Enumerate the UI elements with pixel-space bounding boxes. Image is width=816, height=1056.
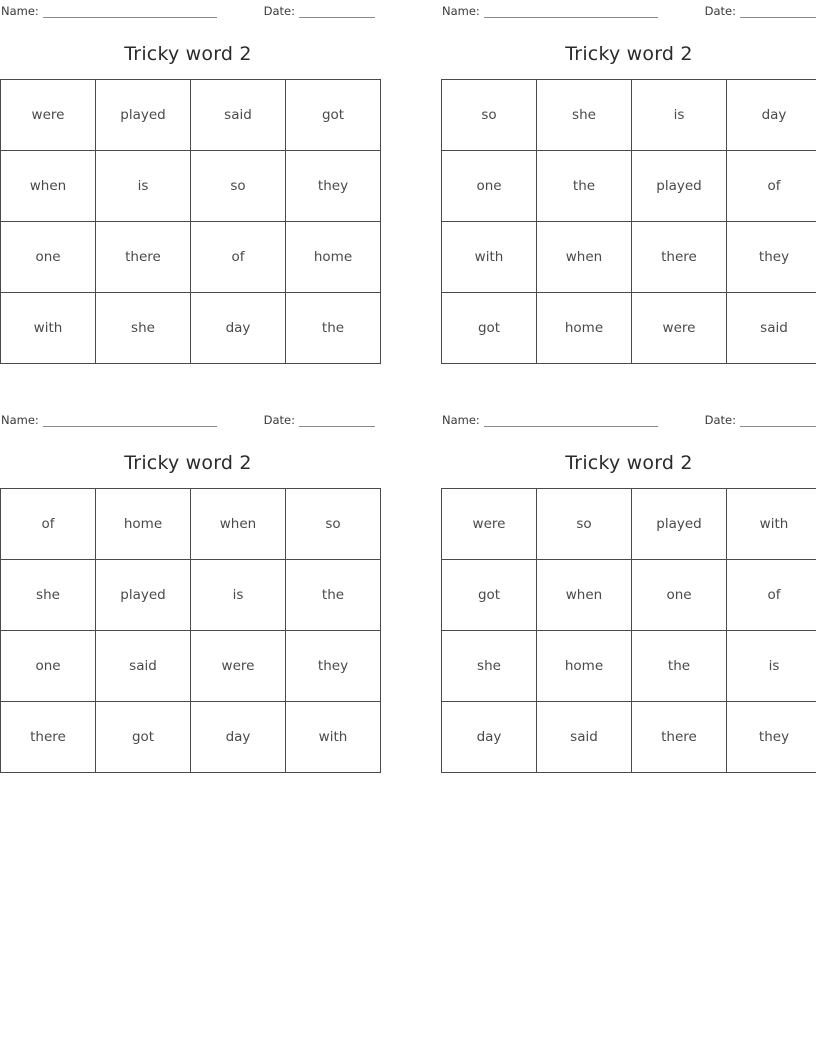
table-row	[442, 560, 816, 631]
bingo-cell[interactable]: said	[727, 293, 816, 364]
date-input-line[interactable]	[299, 415, 375, 427]
bingo-cell[interactable]: she	[96, 293, 191, 364]
table-row	[1, 293, 381, 364]
bingo-grid	[0, 79, 381, 364]
bingo-cell[interactable]: got	[442, 560, 537, 631]
bingo-cell[interactable]: is	[727, 631, 816, 702]
date-field-group	[264, 4, 375, 18]
name-input-line[interactable]	[43, 6, 217, 18]
bingo-grid	[0, 488, 381, 773]
card-title: Tricky word 2	[565, 43, 693, 65]
table-row	[442, 80, 816, 151]
bingo-cell[interactable]: one	[1, 631, 96, 702]
bingo-cell[interactable]: played	[632, 151, 727, 222]
bingo-cell[interactable]: when	[1, 151, 96, 222]
bingo-cell[interactable]: were	[632, 293, 727, 364]
bingo-cell[interactable]: one	[632, 560, 727, 631]
name-field-group	[442, 413, 658, 427]
name-input-line[interactable]	[484, 415, 658, 427]
bingo-cell[interactable]: they	[286, 151, 381, 222]
card-title: Tricky word 2	[124, 43, 252, 65]
bingo-cell[interactable]: when	[191, 489, 286, 560]
date-label: Date:	[263, 4, 295, 18]
bingo-cell[interactable]: said	[537, 702, 632, 773]
bingo-cell[interactable]: they	[286, 631, 381, 702]
bingo-card-4	[441, 409, 816, 773]
bingo-cell[interactable]: so	[442, 80, 537, 151]
name-label: Name:	[1, 4, 39, 18]
bingo-cell[interactable]: home	[537, 631, 632, 702]
date-label: Date:	[704, 413, 736, 427]
bingo-cell[interactable]: with	[727, 489, 816, 560]
bingo-cell[interactable]: home	[537, 293, 632, 364]
date-label: Date:	[263, 413, 295, 427]
bingo-cell[interactable]: she	[537, 80, 632, 151]
bingo-cell[interactable]: when	[537, 222, 632, 293]
bingo-cell[interactable]: said	[191, 80, 286, 151]
date-input-line[interactable]	[740, 6, 816, 18]
name-input-line[interactable]	[43, 415, 217, 427]
date-input-line[interactable]	[740, 415, 816, 427]
bingo-cell[interactable]: home	[96, 489, 191, 560]
bingo-cell[interactable]: they	[727, 222, 816, 293]
bingo-cell[interactable]: there	[96, 222, 191, 293]
bingo-cell[interactable]: the	[537, 151, 632, 222]
bingo-cell[interactable]: said	[96, 631, 191, 702]
name-input-line[interactable]	[484, 6, 658, 18]
bingo-cell[interactable]: there	[1, 702, 96, 773]
table-row	[442, 631, 816, 702]
bingo-cell[interactable]: with	[286, 702, 381, 773]
bingo-cell[interactable]: home	[286, 222, 381, 293]
bingo-cell[interactable]: there	[632, 702, 727, 773]
name-label: Name:	[1, 413, 39, 427]
bingo-card-2	[441, 0, 816, 364]
date-field-group	[705, 4, 816, 18]
card-title: Tricky word 2	[565, 452, 693, 474]
card-title: Tricky word 2	[124, 452, 252, 474]
table-row	[442, 293, 816, 364]
bingo-cell[interactable]: of	[727, 151, 816, 222]
table-row	[1, 80, 381, 151]
table-row	[1, 702, 381, 773]
bingo-cell[interactable]: is	[96, 151, 191, 222]
meta-row	[0, 409, 376, 427]
bingo-cell[interactable]: played	[96, 80, 191, 151]
name-field-group	[1, 4, 217, 18]
table-row	[1, 489, 381, 560]
bingo-cell[interactable]: got	[96, 702, 191, 773]
bingo-cell[interactable]: day	[191, 702, 286, 773]
name-field-group	[442, 4, 658, 18]
bingo-grid	[441, 488, 816, 773]
bingo-cell[interactable]: so	[191, 151, 286, 222]
bingo-cell[interactable]: played	[96, 560, 191, 631]
bingo-cell[interactable]: day	[191, 293, 286, 364]
bingo-cell[interactable]: when	[537, 560, 632, 631]
table-row	[442, 151, 816, 222]
date-field-group	[264, 413, 375, 427]
bingo-cell[interactable]: so	[537, 489, 632, 560]
date-input-line[interactable]	[299, 6, 375, 18]
name-label: Name:	[442, 4, 480, 18]
meta-row	[0, 0, 376, 18]
table-row	[1, 631, 381, 702]
bingo-cell[interactable]: they	[727, 702, 816, 773]
bingo-grid	[441, 79, 816, 364]
bingo-cell[interactable]: she	[442, 631, 537, 702]
bingo-cell[interactable]: the	[286, 560, 381, 631]
bingo-cell[interactable]: of	[191, 222, 286, 293]
bingo-cell[interactable]: the	[286, 293, 381, 364]
table-row	[1, 560, 381, 631]
name-field-group	[1, 413, 217, 427]
meta-row	[441, 409, 816, 427]
bingo-cell[interactable]: got	[286, 80, 381, 151]
bingo-cell[interactable]: so	[286, 489, 381, 560]
bingo-cell[interactable]: were	[442, 489, 537, 560]
bingo-cell[interactable]: there	[632, 222, 727, 293]
table-row	[442, 222, 816, 293]
bingo-cell[interactable]: day	[727, 80, 816, 151]
table-row	[1, 151, 381, 222]
bingo-cell[interactable]: she	[1, 560, 96, 631]
table-row	[442, 489, 816, 560]
bingo-cell[interactable]: were	[191, 631, 286, 702]
bingo-cell[interactable]: played	[632, 489, 727, 560]
table-row	[1, 222, 381, 293]
bingo-cell[interactable]: one	[1, 222, 96, 293]
bingo-cell[interactable]: is	[191, 560, 286, 631]
bingo-cell[interactable]: the	[632, 631, 727, 702]
bingo-cell[interactable]: one	[442, 151, 537, 222]
bingo-cell[interactable]: of	[727, 560, 816, 631]
bingo-cell[interactable]: with	[442, 222, 537, 293]
date-field-group	[705, 413, 816, 427]
bingo-cell[interactable]: with	[1, 293, 96, 364]
bingo-cell[interactable]: is	[632, 80, 727, 151]
bingo-cell[interactable]: of	[1, 489, 96, 560]
bingo-cell[interactable]: got	[442, 293, 537, 364]
table-row	[442, 702, 816, 773]
bingo-cell[interactable]: were	[1, 80, 96, 151]
bingo-card-3	[0, 409, 376, 773]
name-label: Name:	[442, 413, 480, 427]
meta-row	[441, 0, 816, 18]
date-label: Date:	[704, 4, 736, 18]
bingo-cell[interactable]: day	[442, 702, 537, 773]
bingo-card-1	[0, 0, 376, 364]
